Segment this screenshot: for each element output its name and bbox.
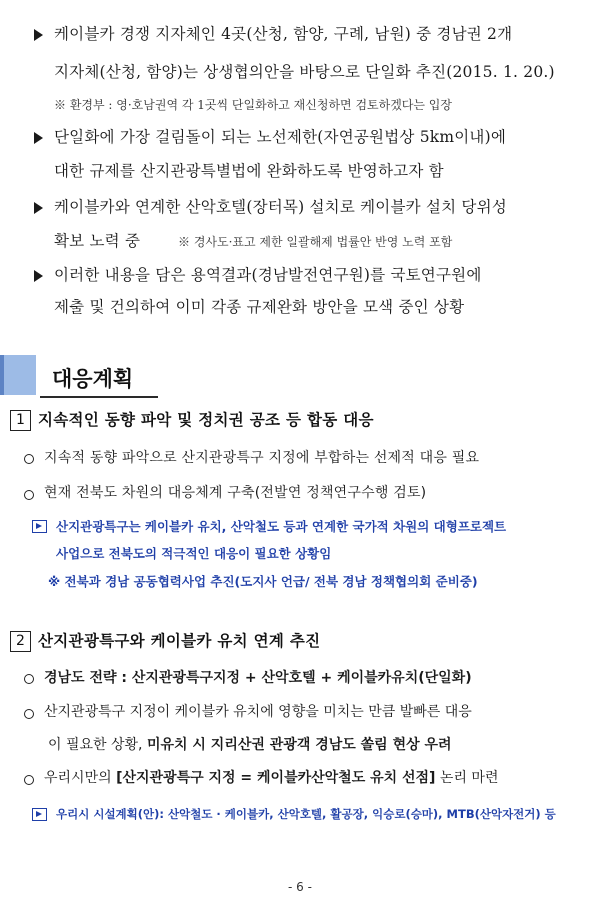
sub1-blue-note: ※ 전북과 경남 공동협력사업 추진(도지사 언급/ 전북 경남 정책협의회 준비중): [48, 574, 478, 589]
sub2-item-3-c: 논리 마련: [439, 770, 499, 786]
bullet-4-line-1: 이러한 내용을 담은 용역결과(경남발전연구원)를 국토연구원에: [54, 266, 482, 284]
sub1-item-1: 지속적 동향 파악으로 산지관광특구 지정에 부합하는 선제적 대응 필요: [44, 450, 480, 466]
sub2-item-3-b: [산지관광특구 지정 = 케이블카산악철도 유치 선점]: [116, 770, 436, 786]
bullet-3-line-1: 케이블카와 연계한 산악호텔(장터목) 설치로 케이블카 설치 당위성: [54, 198, 507, 216]
arrow-bullet-icon: [34, 132, 43, 144]
sub2-item-2-line-1: 산지관광특구 지정이 케이블카 유치에 영향을 미치는 만큼 발빠른 대응: [44, 704, 472, 720]
circle-bullet-icon: [24, 454, 34, 464]
sub2-item-1: 경남도 전략 : 산지관광특구지정 + 산악호텔 + 케이블카유치(단일화): [44, 670, 472, 686]
sub2-blue-line: 우리시 시설계획(안): 산악철도 · 케이블카, 산악호텔, 활공장, 익승로(승마), MTB(산악자전거) 등: [56, 807, 556, 821]
subsection-2-title: 산지관광특구와 케이블카 유치 연계 추진: [38, 632, 321, 650]
sub2-item-2-line-2-b: 미유치 시 지리산권 관광객 경남도 쏠림 현상 우려: [146, 737, 452, 753]
section-marker: [0, 355, 36, 395]
sub1-item-2: 현재 전북도 차원의 대응체계 구축(전발연 정책연구수행 검토): [44, 485, 427, 501]
sub2-item-2-line-2: [48, 738, 452, 752]
subsection-2-number: 2: [10, 631, 31, 652]
blue-arrow-box-icon: [32, 808, 47, 821]
circle-bullet-icon: [24, 674, 34, 684]
bullet-2-line-2: 대한 규제를 산지관광특별법에 완화하도록 반영하고자 함: [54, 162, 444, 180]
note-environment-ministry: ※ 환경부 : 영·호남권역 각 1곳씩 단일화하고 재신청하면 검토하겠다는 입장: [54, 98, 452, 112]
sub2-item-2-line-2-a: 이 필요한 상황,: [48, 737, 143, 753]
blue-arrow-box-icon: [32, 520, 47, 533]
bullet-2-line-1: 단일화에 가장 걸림돌이 되는 노선제한(자연공원법상 5km이내)에: [54, 128, 507, 146]
arrow-bullet-icon: [34, 270, 43, 282]
note-slope-limit: ※ 경사도·표고 제한 일괄해제 법률안 반영 노력 포함: [178, 235, 453, 249]
sub2-item-3: [44, 771, 498, 785]
section-underline: [40, 396, 158, 398]
subsection-1-title: 지속적인 동향 파악 및 정치권 공조 등 합동 대응: [38, 411, 374, 429]
sub1-blue-line-2: 사업으로 전북도의 적극적인 대응이 필요한 상황임: [56, 546, 332, 561]
subsection-1-number: 1: [10, 410, 31, 431]
bullet-1-line-1: 케이블카 경쟁 지자체인 4곳(산청, 함양, 구례, 남원) 중 경남권 2개: [54, 25, 513, 43]
page-number: - 6 -: [288, 880, 312, 894]
bullet-3-line-2: 확보 노력 중: [54, 232, 141, 250]
arrow-bullet-icon: [34, 29, 43, 41]
section-title: 대응계획: [52, 367, 134, 391]
sub1-blue-line-1: 산지관광특구는 케이블카 유치, 산악철도 등과 연계한 국가적 차원의 대형프로젝트: [56, 519, 507, 534]
bullet-1-line-2: 지자체(산청, 함양)는 상생협의안을 바탕으로 단일화 추진(2015. 1. 20.): [54, 63, 555, 81]
arrow-bullet-icon: [34, 202, 43, 214]
sub2-item-3-a: 우리시만의: [44, 770, 112, 786]
circle-bullet-icon: [24, 709, 34, 719]
circle-bullet-icon: [24, 775, 34, 785]
bullet-4-line-2: 제출 및 건의하여 이미 각종 규제완화 방안을 모색 중인 상황: [54, 298, 465, 316]
circle-bullet-icon: [24, 490, 34, 500]
